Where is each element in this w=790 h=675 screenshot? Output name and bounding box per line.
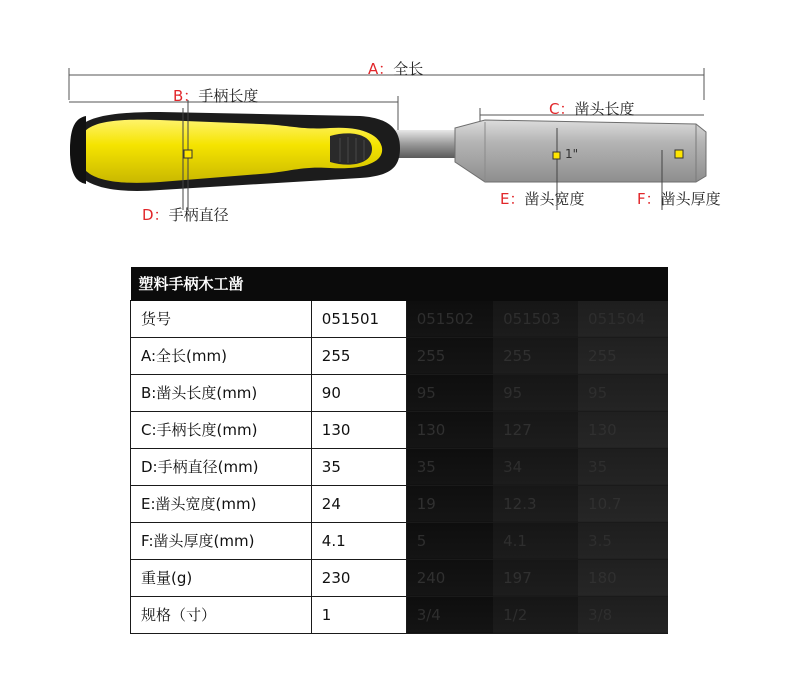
row-label: 货号 — [131, 300, 312, 337]
cell-value: 197 — [493, 559, 578, 596]
cell-value: 127 — [493, 411, 578, 448]
cell-value: 10.7 — [578, 485, 668, 522]
table-row — [131, 300, 669, 337]
cell-value: 35 — [406, 448, 493, 485]
cell-value: 95 — [493, 374, 578, 411]
blade-size-mark: 1" — [565, 147, 579, 161]
label-f: F：凿头厚度 — [637, 190, 721, 208]
row-label: C:手柄长度(mm) — [131, 411, 312, 448]
marker-e — [553, 152, 560, 159]
cell-value: 90 — [311, 374, 406, 411]
table-row — [131, 596, 669, 633]
table-row — [131, 337, 669, 374]
label-a: A：全长 — [368, 60, 424, 78]
cell-value: 1/2 — [493, 596, 578, 633]
cell-value: 255 — [493, 337, 578, 374]
table-title-row — [131, 267, 669, 300]
chisel-diagram — [0, 0, 790, 250]
cell-value: 95 — [406, 374, 493, 411]
cell-value: 1 — [311, 596, 406, 633]
cell-value: 35 — [311, 448, 406, 485]
spec-table — [130, 267, 668, 634]
table-row — [131, 411, 669, 448]
cell-value: 35 — [578, 448, 668, 485]
label-e: E：凿头宽度 — [500, 190, 585, 208]
cell-value: 130 — [578, 411, 668, 448]
cell-value: 051501 — [311, 300, 406, 337]
label-b: B：手柄长度 — [173, 87, 259, 105]
row-label: 规格（寸） — [131, 596, 312, 633]
cell-value: 12.3 — [493, 485, 578, 522]
cell-value: 24 — [311, 485, 406, 522]
label-d: D：手柄直径 — [142, 206, 229, 224]
label-c: C：凿头长度 — [549, 100, 635, 118]
cell-value: 5 — [406, 522, 493, 559]
cell-value: 051503 — [493, 300, 578, 337]
row-label: 重量(g) — [131, 559, 312, 596]
row-label: F:凿头厚度(mm) — [131, 522, 312, 559]
chisel-illustration — [0, 0, 790, 250]
row-label: B:凿头长度(mm) — [131, 374, 312, 411]
cell-value: 051504 — [578, 300, 668, 337]
table-row — [131, 374, 669, 411]
marker-f — [675, 150, 683, 158]
cell-value: 240 — [406, 559, 493, 596]
cell-value: 255 — [311, 337, 406, 374]
marker-d — [184, 150, 192, 158]
cell-value: 051502 — [406, 300, 493, 337]
cell-value: 19 — [406, 485, 493, 522]
table-row — [131, 522, 669, 559]
cell-value: 34 — [493, 448, 578, 485]
cell-value: 230 — [311, 559, 406, 596]
table-row — [131, 448, 669, 485]
cell-value: 180 — [578, 559, 668, 596]
table-row — [131, 485, 669, 522]
cell-value: 3/8 — [578, 596, 668, 633]
cell-value: 4.1 — [311, 522, 406, 559]
row-label: E:凿头宽度(mm) — [131, 485, 312, 522]
cell-value: 255 — [578, 337, 668, 374]
cell-value: 3/4 — [406, 596, 493, 633]
cell-value: 130 — [406, 411, 493, 448]
cell-value: 4.1 — [493, 522, 578, 559]
row-label: D:手柄直径(mm) — [131, 448, 312, 485]
chisel-blade — [455, 120, 706, 182]
cell-value: 3.5 — [578, 522, 668, 559]
table-title: 塑料手柄木工凿 — [131, 267, 669, 300]
cell-value: 95 — [578, 374, 668, 411]
cell-value: 255 — [406, 337, 493, 374]
cell-value: 130 — [311, 411, 406, 448]
table-row — [131, 559, 669, 596]
row-label: A:全长(mm) — [131, 337, 312, 374]
